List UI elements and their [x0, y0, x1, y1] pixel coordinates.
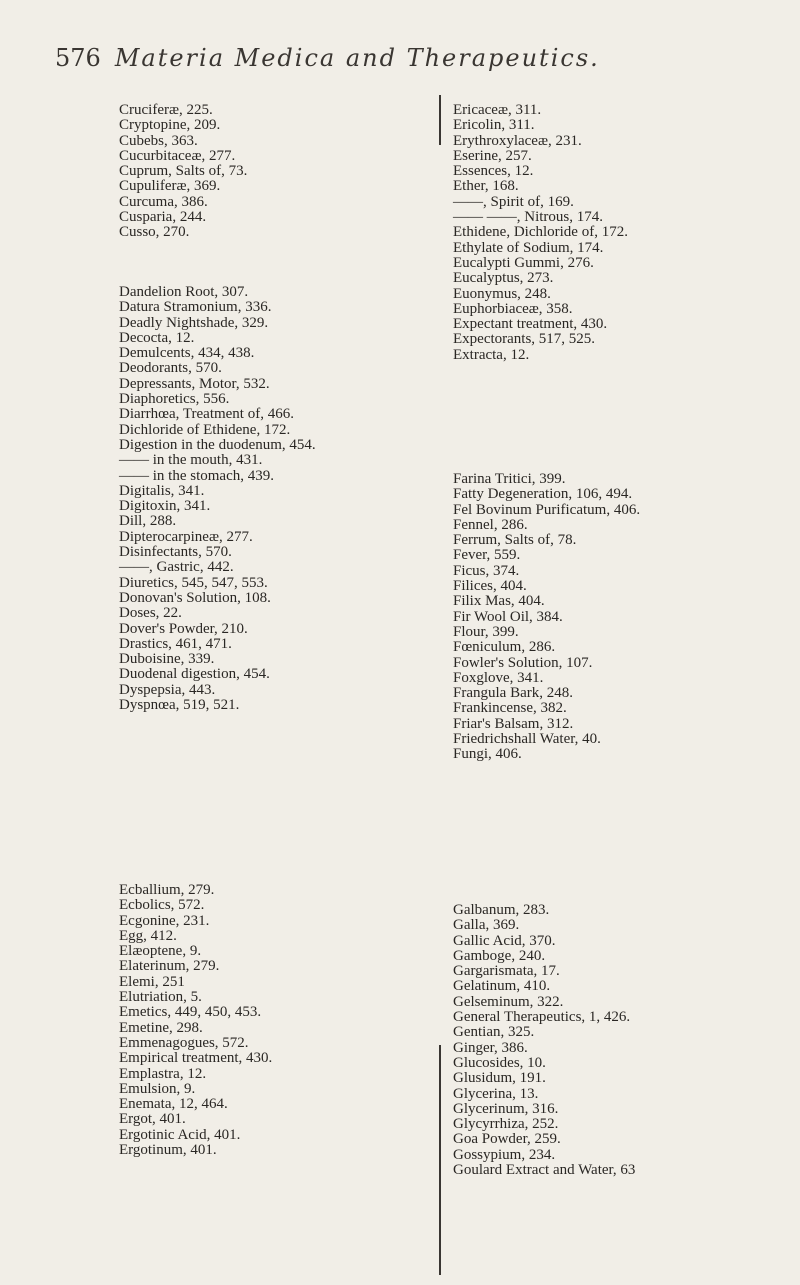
- index-entry: Frangula Bark, 248.: [453, 685, 573, 702]
- index-entry: Euphorbiaceæ, 358.: [453, 300, 573, 317]
- index-entry: Ericaceæ, 311.: [453, 102, 542, 118]
- index-entry: Friedrichshall Water, 40.: [453, 731, 601, 748]
- index-entry: Curcuma, 386.: [119, 193, 208, 210]
- index-entry: Gargarismata, 17.: [453, 963, 560, 980]
- index-entry: Emetics, 449, 450, 453.: [119, 1004, 262, 1021]
- index-entry: Gamboge, 240.: [453, 947, 546, 964]
- running-head: Materia Medica and Therapeutics.: [114, 44, 600, 72]
- index-entry: Goulard Extract and Water, 63: [453, 1162, 636, 1179]
- index-entry: Cupuliferæ, 369.: [119, 178, 221, 195]
- index-entry: Ginger, 386.: [453, 1039, 528, 1056]
- index-entry: Euonymus, 248.: [453, 285, 551, 302]
- index-group-c: [119, 103, 459, 241]
- index-entry: Duboisine, 339.: [119, 651, 215, 668]
- index-entry: Expectant treatment, 430.: [453, 316, 608, 333]
- index-entry: Fennel, 286.: [453, 516, 528, 533]
- index-entry: Disinfectants, 570.: [119, 544, 232, 561]
- index-entry: Ethidene, Dichloride of, 172.: [453, 224, 628, 241]
- index-entry: General Therapeutics, 1, 426.: [453, 1009, 631, 1026]
- index-entry: Ether, 168.: [453, 178, 519, 195]
- index-entry: Ecballium, 279.: [119, 882, 215, 898]
- index-entry: Fever, 559.: [453, 547, 521, 564]
- page-number: 576: [55, 44, 101, 72]
- index-entry: Cubebs, 363.: [119, 132, 198, 149]
- index-entry: ——, Gastric, 442.: [119, 559, 234, 576]
- index-entry: Emulsion, 9.: [119, 1080, 196, 1097]
- index-entry: —— in the stomach, 439.: [119, 467, 274, 484]
- index-entry: Elutriation, 5.: [119, 989, 202, 1006]
- index-entry: Flour, 399.: [453, 623, 519, 640]
- index-group-d: [119, 285, 459, 713]
- index-entry: Demulcents, 434, 438.: [119, 345, 255, 362]
- index-entry: Decocta, 12.: [119, 329, 195, 346]
- index-entry: Donovan's Solution, 108.: [119, 589, 271, 606]
- index-entry: Deodorants, 570.: [119, 360, 222, 377]
- index-entry: Eucalypti Gummi, 276.: [453, 254, 594, 271]
- index-entry: Gossypium, 234.: [453, 1146, 556, 1163]
- index-entry: Cucurbitaceæ, 277.: [119, 147, 236, 164]
- index-entry: Glycyrrhiza, 252.: [453, 1116, 559, 1133]
- index-entry: Glusidum, 191.: [453, 1070, 546, 1087]
- index-entry: Glycerinum, 316.: [453, 1100, 559, 1117]
- index-entry: Ericolin, 311.: [453, 117, 535, 134]
- index-entry: Fowler's Solution, 107.: [453, 654, 593, 671]
- index-entry: Digestion in the duodenum, 454.: [119, 436, 316, 453]
- index-entry: Glucosides, 10.: [453, 1054, 546, 1071]
- index-entry: Diaphoretics, 556.: [119, 391, 230, 408]
- index-entry: Emmenagogues, 572.: [119, 1034, 249, 1051]
- index-entry: Ferrum, Salts of, 78.: [453, 532, 577, 549]
- index-entry: —— in the mouth, 431.: [119, 452, 263, 469]
- index-entry: Glycerina, 13.: [453, 1085, 539, 1102]
- index-entry: Essences, 12.: [453, 163, 534, 180]
- index-entry: Drastics, 461, 471.: [119, 635, 232, 652]
- page-header: [55, 44, 785, 84]
- index-entry: Ergot, 401.: [119, 1111, 186, 1128]
- index-entry: Doses, 22.: [119, 605, 182, 622]
- index-entry: Extracta, 12.: [453, 346, 530, 363]
- index-entry: Depressants, Motor, 532.: [119, 375, 270, 392]
- index-entry: Dandelion Root, 307.: [119, 284, 249, 300]
- index-entry: Cruciferæ, 225.: [119, 102, 213, 118]
- index-entry: Fatty Degeneration, 106, 494.: [453, 486, 633, 503]
- index-group-g: [453, 903, 793, 1178]
- index-entry: Digitalis, 341.: [119, 482, 205, 499]
- index-entry: Elaterinum, 279.: [119, 958, 220, 975]
- index-entry: Ficus, 374.: [453, 562, 520, 579]
- index-entry: Datura Stramonium, 336.: [119, 299, 272, 316]
- index-entry: Gentian, 325.: [453, 1024, 535, 1041]
- index-entry: Filix Mas, 404.: [453, 593, 545, 610]
- index-entry: Ecbolics, 572.: [119, 897, 205, 914]
- index-entry: Cuprum, Salts of, 73.: [119, 163, 248, 180]
- index-entry: Cryptopine, 209.: [119, 117, 221, 134]
- index-entry: Enemata, 12, 464.: [119, 1096, 228, 1113]
- index-entry: Dipterocarpineæ, 277.: [119, 528, 253, 545]
- index-entry: Dill, 288.: [119, 513, 177, 530]
- index-entry: Eucalyptus, 273.: [453, 270, 554, 287]
- index-group-e-cont: [453, 103, 793, 363]
- index-entry: Gelatinum, 410.: [453, 978, 551, 995]
- index-entry: Fungi, 406.: [453, 746, 522, 763]
- index-entry: Deadly Nightshade, 329.: [119, 314, 269, 331]
- index-entry: Diuretics, 545, 547, 553.: [119, 574, 268, 591]
- index-entry: Dyspnœa, 519, 521.: [119, 697, 240, 714]
- index-entry: —— ——, Nitrous, 174.: [453, 209, 603, 226]
- index-entry: Dyspepsia, 443.: [119, 681, 216, 698]
- index-entry: Duodenal digestion, 454.: [119, 666, 270, 683]
- index-entry: Emplastra, 12.: [119, 1065, 207, 1082]
- index-entry: Emetine, 298.: [119, 1019, 203, 1036]
- index-entry: Dover's Powder, 210.: [119, 620, 248, 637]
- index-entry: Fel Bovinum Purificatum, 406.: [453, 501, 641, 518]
- index-entry: Elemi, 251: [119, 973, 185, 990]
- index-entry: Gallic Acid, 370.: [453, 932, 556, 949]
- index-entry: Galla, 369.: [453, 917, 520, 934]
- index-entry: Ethylate of Sodium, 174.: [453, 239, 604, 256]
- index-entry: Farina Tritici, 399.: [453, 471, 566, 487]
- index-entry: Egg, 412.: [119, 927, 177, 944]
- index-entry: Goa Powder, 259.: [453, 1131, 561, 1148]
- index-entry: Fir Wool Oil, 384.: [453, 608, 563, 625]
- index-entry: Friar's Balsam, 312.: [453, 715, 574, 732]
- index-entry: Expectorants, 517, 525.: [453, 331, 596, 348]
- index-entry: Ecgonine, 231.: [119, 912, 210, 929]
- index-entry: Gelseminum, 322.: [453, 993, 564, 1010]
- index-entry: Empirical treatment, 430.: [119, 1050, 273, 1067]
- index-entry: Frankincense, 382.: [453, 700, 567, 717]
- index-group-e: [119, 883, 459, 1158]
- index-entry: Ergotinum, 401.: [119, 1142, 217, 1159]
- index-entry: Digitoxin, 341.: [119, 498, 211, 515]
- index-entry: Ergotinic Acid, 401.: [119, 1126, 241, 1143]
- index-entry: Elæoptene, 9.: [119, 943, 202, 960]
- index-entry: Galbanum, 283.: [453, 902, 550, 918]
- index-entry: Cusso, 270.: [119, 224, 190, 241]
- index-entry: Erythroxylaceæ, 231.: [453, 132, 582, 149]
- index-entry: Foxglove, 341.: [453, 669, 544, 686]
- index-group-f: [453, 472, 793, 763]
- index-entry: Eserine, 257.: [453, 147, 532, 164]
- index-entry: Filices, 404.: [453, 578, 527, 595]
- index-entry: ——, Spirit of, 169.: [453, 193, 574, 210]
- index-entry: Fœniculum, 286.: [453, 639, 556, 656]
- index-entry: Cusparia, 244.: [119, 209, 207, 226]
- index-entry: Diarrhœa, Treatment of, 466.: [119, 406, 294, 423]
- index-entry: Dichloride of Ethidene, 172.: [119, 421, 291, 438]
